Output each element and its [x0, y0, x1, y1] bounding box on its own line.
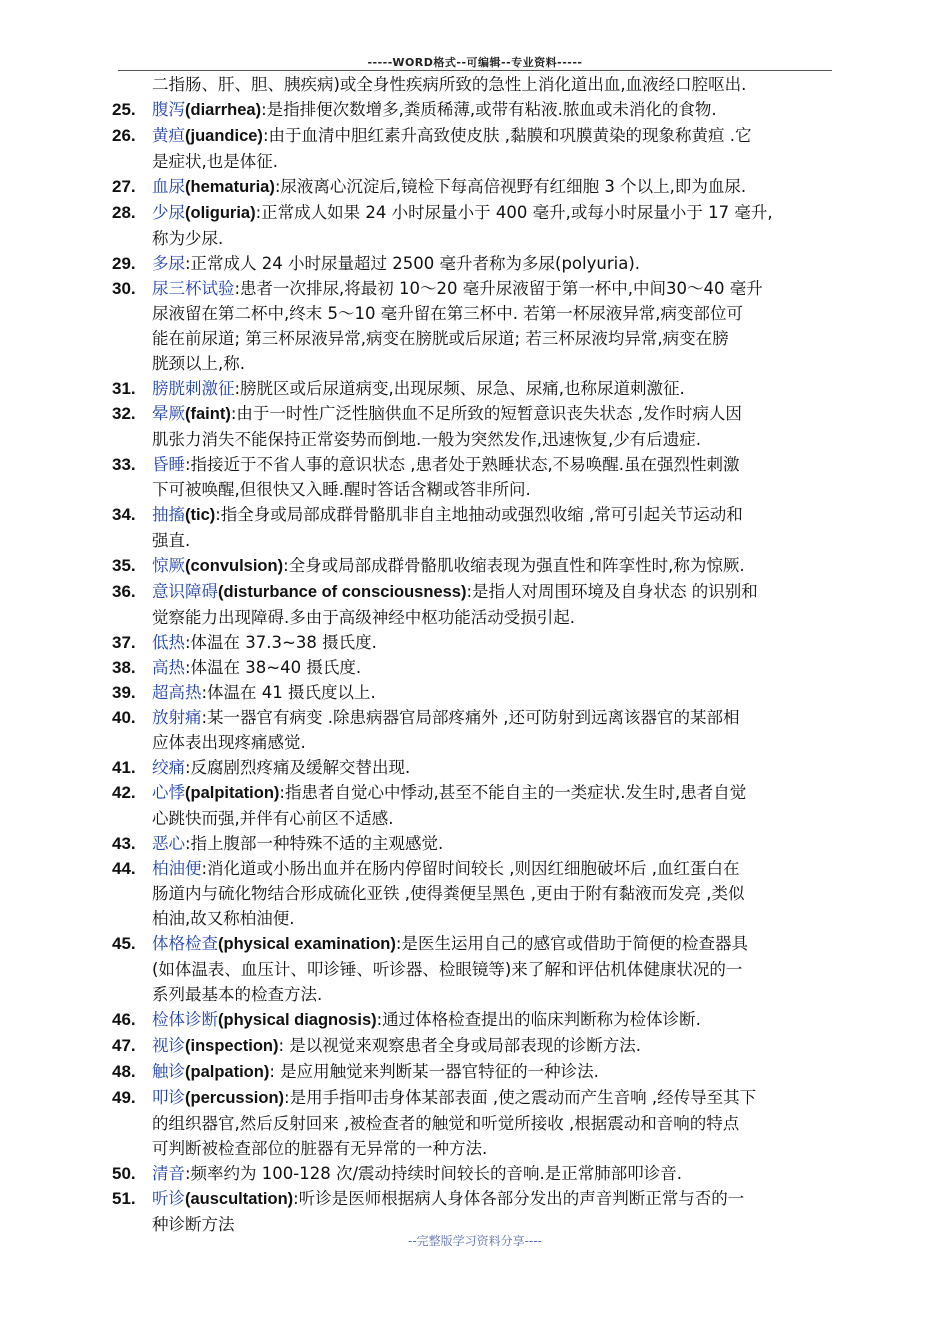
entry-number: 44.	[112, 859, 136, 878]
entry-line	[152, 401, 842, 427]
entry-english-term: (disturbance of consciousness)	[218, 583, 467, 601]
glossary-entry	[112, 123, 842, 174]
entry-text: :正常成人 24 小时尿量超过 2500 毫升者称为多尿(polyuria).	[185, 254, 640, 273]
glossary-entry	[112, 1186, 842, 1237]
entry-number: 28.	[112, 203, 136, 222]
entry-text: : 是应用触觉来判断某一器官特征的一种诊法.	[269, 1062, 599, 1081]
entry-line	[152, 276, 842, 301]
glossary-entry	[112, 1161, 842, 1186]
glossary-entry	[112, 780, 842, 831]
entry-line	[152, 326, 842, 351]
entry-term: 恶心	[152, 834, 185, 853]
entry-number: 31.	[112, 379, 136, 398]
entry-term: 听诊	[152, 1189, 185, 1208]
entry-line	[152, 579, 842, 605]
entry-line	[152, 1186, 842, 1212]
entry-term: 清音	[152, 1164, 185, 1183]
entry-number: 42.	[112, 783, 136, 802]
glossary-entry	[112, 831, 842, 856]
entry-term: 血尿	[152, 177, 185, 196]
entry-number: 35.	[112, 556, 136, 575]
glossary-content	[112, 72, 842, 1237]
entry-line	[152, 730, 842, 755]
entry-text: :指全身或局部成群骨骼肌非自主地抽动或强烈收缩 ,常可引起关节运动和	[215, 505, 743, 524]
entry-text: :指上腹部一种特殊不适的主观感觉.	[185, 834, 444, 853]
entry-body	[152, 401, 842, 452]
entry-text: 可判断被检查部位的脏器有无异常的一种方法.	[152, 1139, 488, 1158]
entry-english-term: (auscultation)	[185, 1190, 294, 1208]
entry-text: :是用手指叩击身体某部表面 ,使之震动而产生音响 ,经传导至其下	[284, 1088, 757, 1107]
entry-line	[152, 806, 842, 831]
entry-body	[152, 1161, 842, 1186]
entry-line	[152, 1085, 842, 1111]
entry-number: 36.	[112, 582, 136, 601]
entry-text: 心跳快而强,并伴有心前区不适感.	[152, 809, 394, 828]
entry-body	[152, 452, 842, 502]
entry-english-term: (juandice)	[185, 127, 263, 145]
entry-text: 下可被唤醒,但很快又入睡.醒时答话含糊或答非所问.	[152, 480, 531, 499]
entry-term: 多尿	[152, 254, 185, 273]
entry-text: 称为少尿.	[152, 229, 224, 248]
glossary-entry	[112, 630, 842, 655]
entry-text: 胱颈以上,称.	[152, 354, 245, 373]
entry-english-term: (convulsion)	[185, 557, 284, 575]
entry-english-term: (physical diagnosis)	[218, 1011, 377, 1029]
entry-text: :是指人对周围环境及自身状态 的识别和	[466, 582, 758, 601]
entry-line	[152, 1007, 842, 1033]
page-footer: --完整版学习资料分享----	[408, 1234, 542, 1248]
entry-term: 昏睡	[152, 455, 185, 474]
entry-number: 43.	[112, 834, 136, 853]
entry-english-term: (hematuria)	[185, 178, 275, 196]
entry-term: 视诊	[152, 1036, 185, 1055]
entry-body	[152, 780, 842, 831]
entry-text: :体温在 41 摄氏度以上.	[201, 683, 376, 702]
entry-text: :听诊是医师根据病人身体各部分发出的声音判断正常与否的一	[293, 1189, 745, 1208]
entry-body	[152, 1186, 842, 1237]
entry-line	[152, 226, 842, 251]
entry-line	[152, 149, 842, 174]
entry-term: 抽搐	[152, 505, 185, 524]
entry-body	[152, 831, 842, 856]
entry-term: 叩诊	[152, 1088, 185, 1107]
entry-body	[152, 200, 842, 251]
entry-number: 32.	[112, 404, 136, 423]
entry-term: 检体诊断	[152, 1010, 218, 1029]
entry-term: 放射痛	[152, 708, 202, 727]
entry-list	[112, 97, 842, 1237]
entry-term: 低热	[152, 633, 185, 652]
entry-text: :体温在 38~40 摄氏度.	[185, 658, 362, 677]
entry-line	[152, 553, 842, 579]
entry-line	[152, 881, 842, 906]
entry-term: 柏油便	[152, 859, 202, 878]
entry-line	[152, 528, 842, 553]
glossary-entry	[112, 502, 842, 553]
entry-line	[152, 477, 842, 502]
entry-body	[152, 251, 842, 276]
entry-line	[152, 97, 842, 123]
entry-english-term: (oliguria)	[185, 204, 256, 222]
entry-body	[152, 705, 842, 755]
entry-line	[152, 655, 842, 680]
entry-number: 33.	[112, 455, 136, 474]
entry-text: :指患者自觉心中悸动,甚至不能自主的一类症状.发生时,患者自觉	[279, 783, 747, 802]
entry-english-term: (inspection)	[185, 1037, 279, 1055]
entry-text: :是指排便次数增多,粪质稀薄,或带有粘液.脓血或未消化的食物.	[261, 100, 717, 119]
glossary-entry	[112, 680, 842, 705]
entry-body	[152, 579, 842, 630]
entry-body	[152, 755, 842, 780]
entry-text: :是医生运用自己的感官或借助于简便的检查器具	[395, 934, 748, 953]
glossary-entry	[112, 931, 842, 1007]
entry-term: 高热	[152, 658, 185, 677]
entry-text: 是症状,也是体征.	[152, 152, 278, 171]
entry-line	[152, 301, 842, 326]
entry-english-term: (percussion)	[185, 1089, 285, 1107]
entry-number: 25.	[112, 100, 136, 119]
glossary-entry	[112, 376, 842, 401]
entry-number: 41.	[112, 758, 136, 777]
entry-line	[152, 200, 842, 226]
entry-line	[152, 831, 842, 856]
entry-term: 意识障碍	[152, 582, 218, 601]
entry-text: :体温在 37.3~38 摄氏度.	[185, 633, 377, 652]
entry-term: 体格检查	[152, 934, 218, 953]
page-header: -----WORD格式--可编辑--专业资料-----	[367, 56, 583, 69]
glossary-entry	[112, 276, 842, 376]
entry-body	[152, 97, 842, 123]
entry-line	[152, 427, 842, 452]
entry-number: 37.	[112, 633, 136, 652]
entry-term: 腹泻	[152, 100, 185, 119]
entry-text: :通过体格检查提出的临床判断称为检体诊断.	[376, 1010, 701, 1029]
entry-body	[152, 655, 842, 680]
entry-text: :全身或局部成群骨骼肌收缩表现为强直性和阵挛性时,称为惊厥.	[283, 556, 745, 575]
entry-number: 27.	[112, 177, 136, 196]
entry-english-term: (physical examination)	[218, 935, 396, 953]
entry-number: 48.	[112, 1062, 136, 1081]
entry-line	[152, 376, 842, 401]
entry-text: :频率约为 100-128 次/震动持续时间较长的音响.是正常肺部叩诊音.	[185, 1164, 683, 1183]
entry-line	[152, 123, 842, 149]
entry-term: 心悸	[152, 783, 185, 802]
entry-body	[152, 931, 842, 1007]
entry-text: 尿液留在第二杯中,终末 5～10 毫升留在第三杯中. 若第一杯尿液异常,病变部位可	[152, 304, 743, 323]
entry-line	[152, 605, 842, 630]
entry-term: 惊厥	[152, 556, 185, 575]
entry-english-term: (tic)	[185, 506, 216, 524]
glossary-entry	[112, 1085, 842, 1161]
entry-line	[152, 856, 842, 881]
entry-text: 柏油,故又称柏油便.	[152, 909, 295, 928]
entry-text: 觉察能力出现障碍.多由于高级神经中枢功能活动受损引起.	[152, 608, 575, 627]
entry-line	[152, 982, 842, 1007]
entry-text: 的组织器官,然后反射回来 ,被检查者的触觉和听觉所接收 ,根据震动和音响的特点	[152, 1114, 740, 1133]
entry-number: 34.	[112, 505, 136, 524]
entry-number: 47.	[112, 1036, 136, 1055]
entry-line	[152, 680, 842, 705]
glossary-entry	[112, 705, 842, 755]
entry-number: 39.	[112, 683, 136, 702]
glossary-entry	[112, 856, 842, 931]
entry-line	[152, 1111, 842, 1136]
entry-number: 40.	[112, 708, 136, 727]
entry-text: 强直.	[152, 531, 191, 550]
entry-text: :指接近于不省人事的意识状态 ,患者处于熟睡状态,不易唤醒.虽在强烈性刺激	[185, 455, 740, 474]
entry-body	[152, 502, 842, 553]
entry-line	[152, 251, 842, 276]
glossary-entry	[112, 755, 842, 780]
entry-text: 应体表出现疼痛感觉.	[152, 733, 306, 752]
entry-body	[152, 856, 842, 931]
entry-text: 系列最基本的检查方法.	[152, 985, 323, 1004]
entry-body	[152, 276, 842, 376]
entry-text: 种诊断方法	[152, 1215, 235, 1234]
glossary-entry	[112, 1007, 842, 1033]
entry-body	[152, 174, 842, 200]
glossary-entry	[112, 401, 842, 452]
entry-term: 黄疸	[152, 126, 185, 145]
entry-number: 29.	[112, 254, 136, 273]
entry-number: 38.	[112, 658, 136, 677]
entry-english-term: (palpation)	[185, 1063, 270, 1081]
glossary-entry	[112, 1033, 842, 1059]
entry-line	[152, 705, 842, 730]
entry-body	[152, 1085, 842, 1161]
glossary-entry	[112, 1059, 842, 1085]
entry-body	[152, 1033, 842, 1059]
entry-line	[152, 755, 842, 780]
entry-body	[152, 630, 842, 655]
entry-text: : 是以视觉来观察患者全身或局部表现的诊断方法.	[278, 1036, 642, 1055]
entry-number: 50.	[112, 1164, 136, 1183]
entry-line	[152, 452, 842, 477]
entry-term: 尿三杯试验	[152, 279, 235, 298]
continuation-line: 二指肠、肝、胆、胰疾病)或全身性疾病所致的急性上消化道出血,血液经口腔呕出.	[152, 75, 747, 94]
entry-line	[152, 931, 842, 957]
entry-text: 肌张力消失不能保持正常姿势而倒地.一般为突然发作,迅速恢复,少有后遗症.	[152, 430, 701, 449]
glossary-entry	[112, 553, 842, 579]
entry-line	[152, 1161, 842, 1186]
glossary-entry	[112, 251, 842, 276]
entry-line	[152, 780, 842, 806]
entry-line	[152, 630, 842, 655]
entry-text: :正常成人如果 24 小时尿量小于 400 毫升,或每小时尿量小于 17 毫升,	[255, 203, 773, 222]
entry-number: 51.	[112, 1189, 136, 1208]
entry-text: :患者一次排尿,将最初 10～20 毫升尿液留于第一杯中,中间30～40 毫升	[234, 279, 763, 298]
entry-body	[152, 1059, 842, 1085]
entry-line	[152, 1033, 842, 1059]
entry-body	[152, 680, 842, 705]
entry-line	[152, 351, 842, 376]
entry-number: 46.	[112, 1010, 136, 1029]
entry-number: 30.	[112, 279, 136, 298]
entry-term: 绞痛	[152, 758, 185, 777]
entry-line	[152, 502, 842, 528]
entry-text: :消化道或小肠出血并在肠内停留时间较长 ,则因红细胞破坏后 ,血红蛋白在	[201, 859, 740, 878]
entry-number: 49.	[112, 1088, 136, 1107]
glossary-entry	[112, 97, 842, 123]
entry-body	[152, 376, 842, 401]
entry-term: 晕厥	[152, 404, 185, 423]
entry-english-term: (faint)	[185, 405, 231, 423]
entry-text: :膀胱区或后尿道病变,出现尿频、尿急、尿痛,也称尿道刺激征.	[234, 379, 685, 398]
entry-text: (如体温表、血压计、叩诊锤、听诊器、检眼镜等)来了解和评估机体健康状况的一	[152, 960, 743, 979]
entry-body	[152, 553, 842, 579]
entry-line	[152, 1136, 842, 1161]
entry-text: :某一器官有病变 .除患病器官局部疼痛外 ,还可防射到远离该器官的某部相	[201, 708, 740, 727]
glossary-entry	[112, 200, 842, 251]
entry-text: :反腐剧烈疼痛及缓解交替出现.	[185, 758, 411, 777]
entry-number: 45.	[112, 934, 136, 953]
entry-term: 膀胱刺激征	[152, 379, 235, 398]
entry-text: :尿液离心沉淀后,镜检下每高倍视野有红细胞 3 个以上,即为血尿.	[274, 177, 747, 196]
entry-line	[152, 1059, 842, 1085]
entry-line	[152, 957, 842, 982]
entry-text: :由于血清中胆红素升高致使皮肤 ,黏膜和巩膜黄染的现象称黄疸 .它	[262, 126, 752, 145]
entry-text: :由于一时性广泛性脑供血不足所致的短暂意识丧失状态 ,发作时病人因	[230, 404, 742, 423]
glossary-entry	[112, 579, 842, 630]
entry-body	[152, 1007, 842, 1033]
entry-line	[152, 906, 842, 931]
entry-english-term: (palpitation)	[185, 784, 280, 802]
entry-text: 能在前尿道; 第三杯尿液异常,病变在膀胱或后尿道; 若三杯尿液均异常,病变在膀	[152, 329, 729, 348]
glossary-entry	[112, 452, 842, 502]
glossary-entry	[112, 174, 842, 200]
entry-body	[152, 123, 842, 174]
entry-english-term: (diarrhea)	[185, 101, 262, 119]
glossary-entry	[112, 655, 842, 680]
entry-term: 少尿	[152, 203, 185, 222]
entry-line	[152, 174, 842, 200]
entry-text: 肠道内与硫化物结合形成硫化亚铁 ,使得粪便呈黑色 ,更由于附有黏液而发亮 ,类似	[152, 884, 745, 903]
entry-term: 超高热	[152, 683, 202, 702]
entry-term: 触诊	[152, 1062, 185, 1081]
entry-number: 26.	[112, 126, 136, 145]
header-divider	[118, 70, 832, 71]
